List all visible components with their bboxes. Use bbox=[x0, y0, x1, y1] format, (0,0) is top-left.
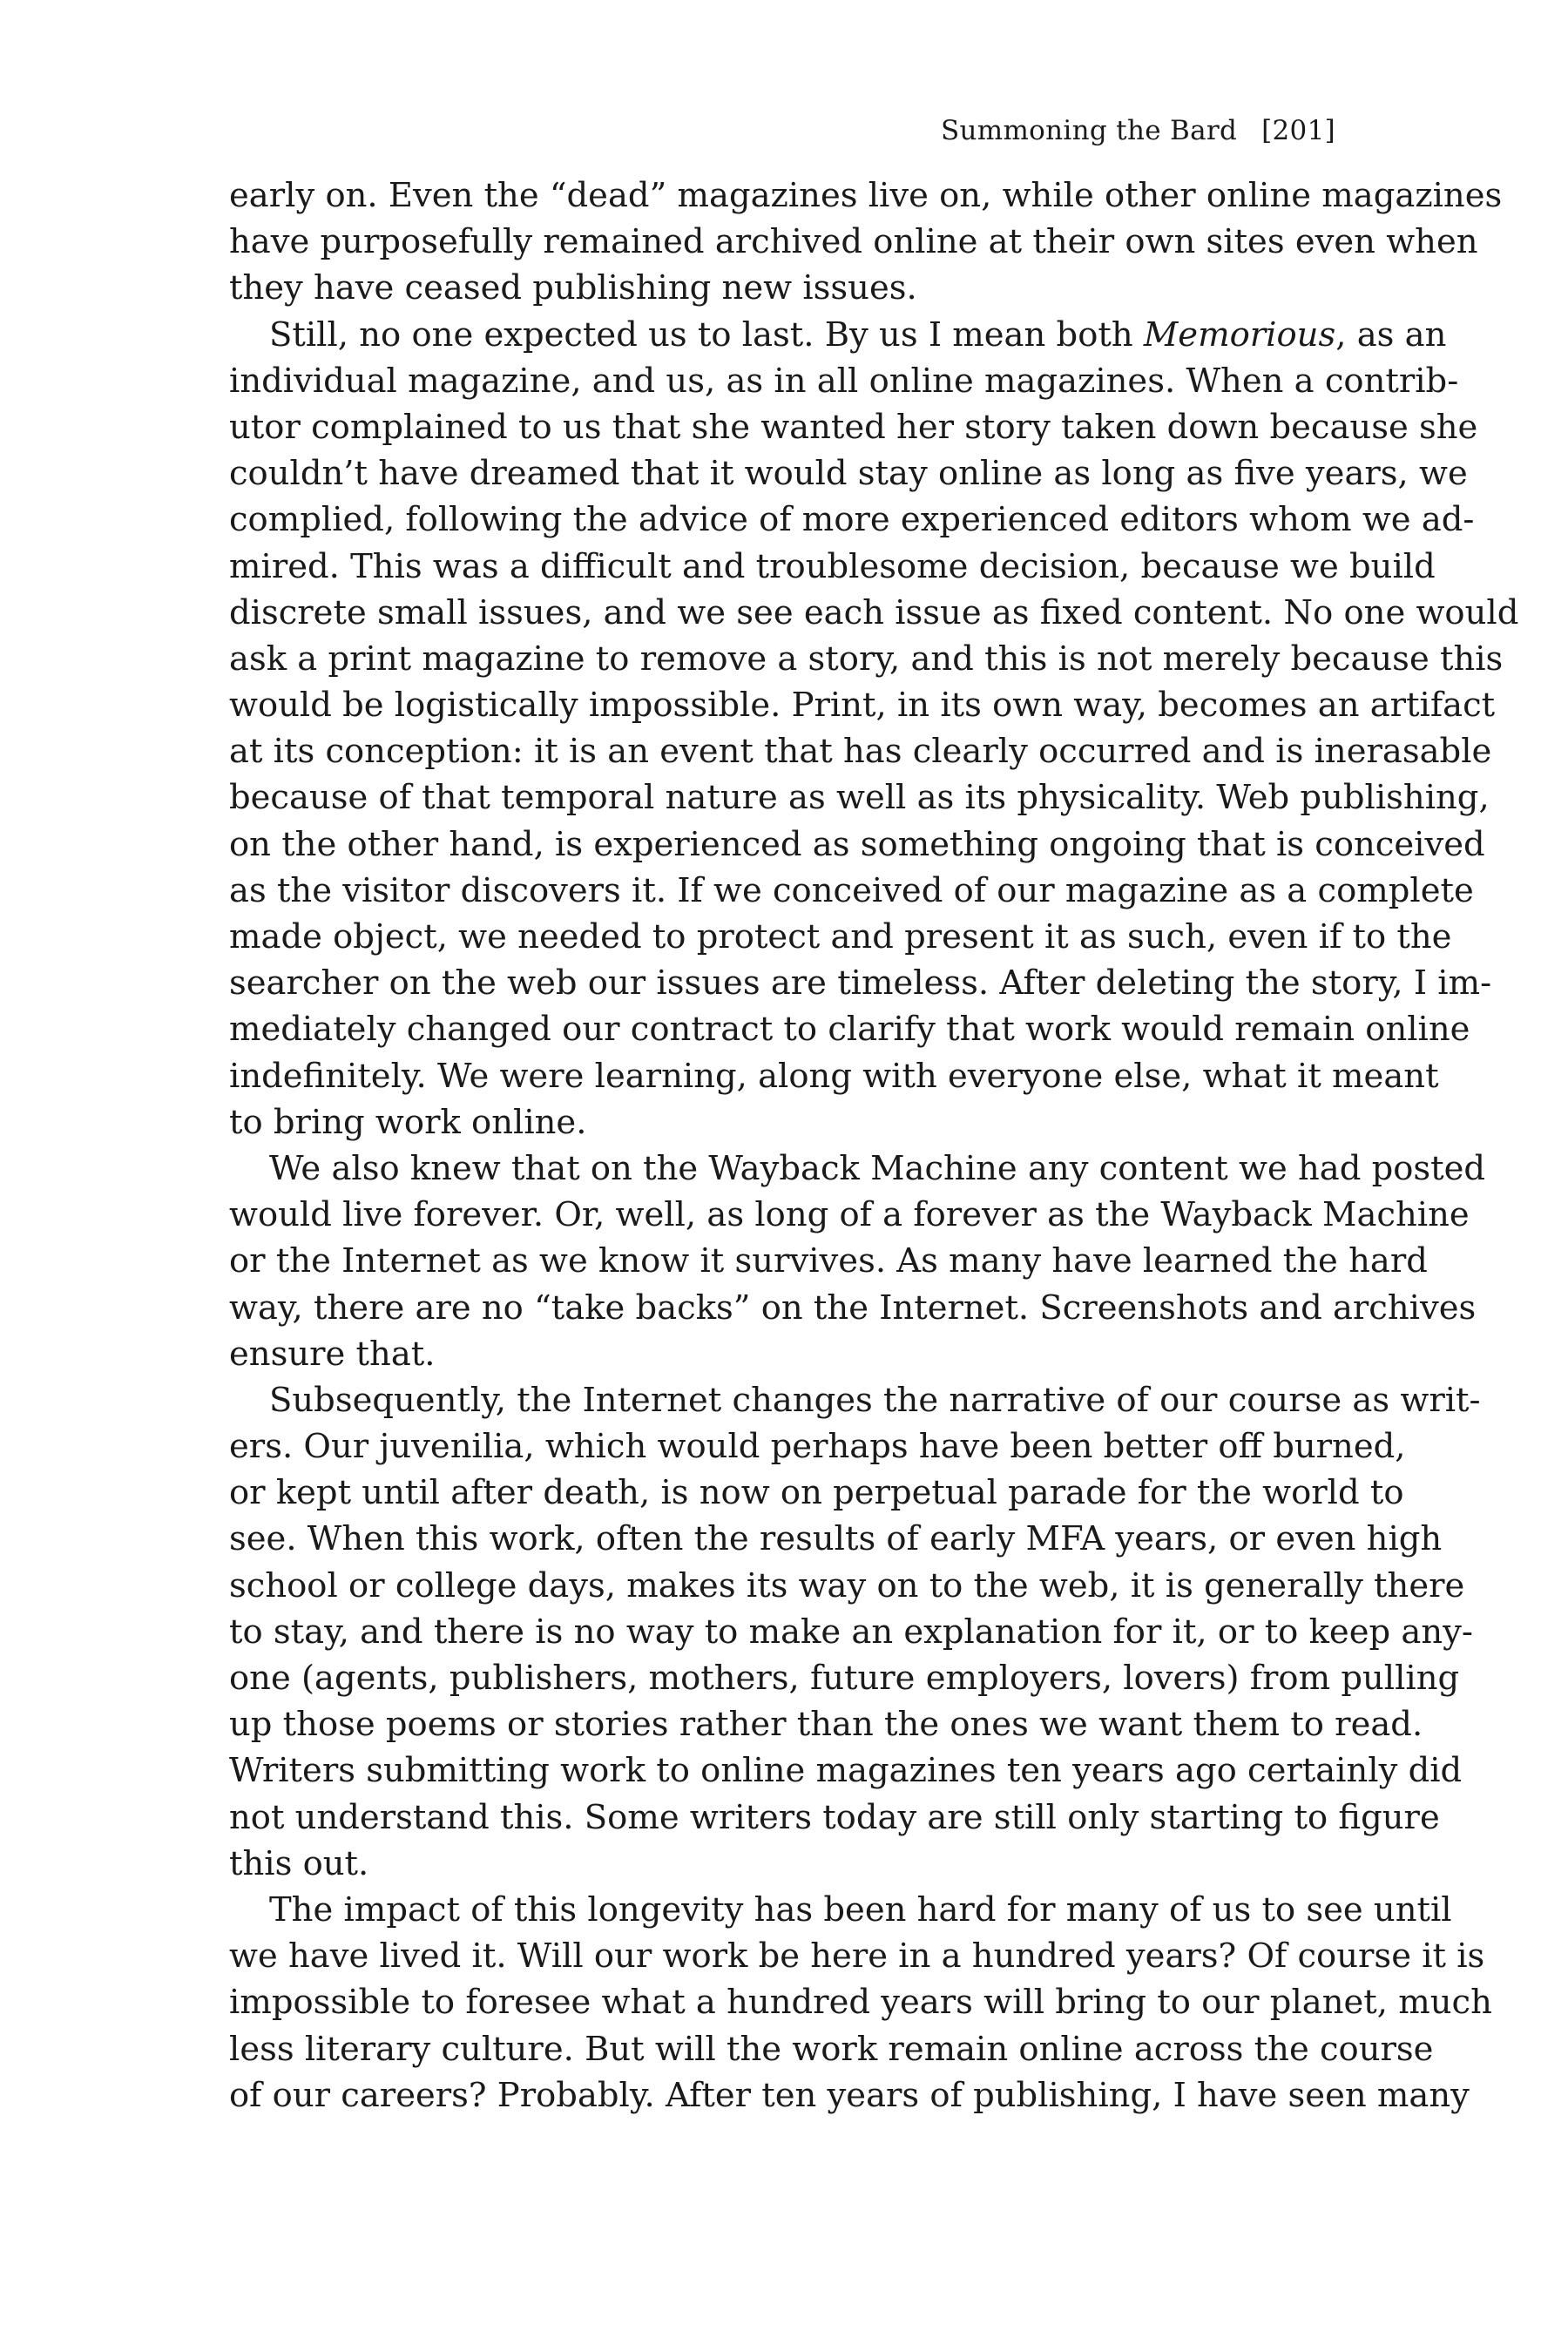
text-line: or kept until after death, is now on perpetual parade for the world to bbox=[229, 1473, 1404, 1513]
text-line: mired. This was a difficult and troublesome decision, because we build bbox=[229, 546, 1436, 586]
text-line: way, there are no “take backs” on the Internet. Screenshots and archives bbox=[229, 1288, 1477, 1328]
text-line: ensure that. bbox=[229, 1334, 436, 1374]
text-line: because of that temporal nature as well as its physicality. Web publishing, bbox=[229, 778, 1490, 818]
text-line: utor complained to us that she wanted her story taken down because she bbox=[229, 407, 1478, 447]
text-line: would live forever. Or, well, as long of a forever as the Wayback Machine bbox=[229, 1195, 1470, 1235]
text-line: have purposefully remained archived online at their own sites even when bbox=[229, 222, 1478, 262]
text-line: as the visitor discovers it. If we conceived of our magazine as a complete bbox=[229, 870, 1474, 910]
text-line: We also knew that on the Wayback Machine any content we had posted bbox=[269, 1148, 1486, 1188]
text-line: Writers submitting work to online magazines ten years ago certainly did bbox=[229, 1751, 1463, 1791]
paragraph bbox=[229, 172, 1503, 312]
text-line: on the other hand, is experienced as something ongoing that is conceived bbox=[229, 824, 1485, 864]
text-line: of our careers? Probably. After ten years of publishing, I have seen many bbox=[229, 2075, 1470, 2115]
text-line: complied, following the advice of more experienced editors whom we ad- bbox=[229, 500, 1475, 540]
paragraph bbox=[229, 1377, 1481, 1887]
text-line: impossible to foresee what a hundred years will bring to our planet, much bbox=[229, 1983, 1492, 2023]
text-line: up those poems or stories rather than the ones we want them to read. bbox=[229, 1705, 1423, 1745]
text-line: Subsequently, the Internet changes the narrative of our course as writ- bbox=[269, 1380, 1481, 1420]
page-number: [201] bbox=[1261, 115, 1335, 146]
text-line: less literary culture. But will the work remain online across the course bbox=[229, 2029, 1434, 2069]
text-line: would be logistically impossible. Print, in its own way, becomes an artifact bbox=[229, 686, 1496, 726]
text-line: this out. bbox=[229, 1843, 369, 1883]
text-line: school or college days, makes its way on to the web, it is generally there bbox=[229, 1565, 1465, 1605]
text-line: Still, no one expected us to last. By us I mean both Memorious, as an bbox=[269, 314, 1447, 355]
text-line: or the Internet as we know it survives. As many have learned the hard bbox=[229, 1241, 1428, 1281]
text-line: to stay, and there is no way to make an explanation for it, or to keep any- bbox=[229, 1612, 1473, 1652]
text-line: to bring work online. bbox=[229, 1102, 587, 1142]
text-line: at its conception: it is an event that has clearly occurred and is inerasable bbox=[229, 732, 1492, 772]
text-line: searcher on the web our issues are timeless. After deleting the story, I im- bbox=[229, 963, 1492, 1004]
text-line: early on. Even the “dead” magazines live on, while other online magazines bbox=[229, 176, 1503, 215]
text-line: couldn’t have dreamed that it would stay online as long as five years, we bbox=[229, 454, 1468, 494]
running-head-title: Summoning the Bard bbox=[940, 115, 1238, 146]
text-line: see. When this work, often the results of early MFA years, or even high bbox=[229, 1519, 1443, 1559]
text-line: not understand this. Some writers today are still only starting to figure bbox=[229, 1797, 1440, 1837]
text-line: they have ceased publishing new issues. bbox=[229, 268, 917, 308]
paragraph bbox=[229, 1887, 1492, 2119]
text-line: mediately changed our contract to clarify that work would remain online bbox=[229, 1010, 1470, 1050]
running-head bbox=[941, 115, 1335, 146]
text-line: one (agents, publishers, mothers, future employers, lovers) from pulling bbox=[229, 1659, 1460, 1698]
text-line: The impact of this longevity has been hard for many of us to see until bbox=[269, 1889, 1452, 1930]
paragraph bbox=[229, 1146, 1486, 1377]
italic-title: Memorious bbox=[1143, 314, 1336, 355]
text-line: made object, we needed to protect and present it as such, even if to the bbox=[229, 917, 1452, 956]
text-line: ask a print magazine to remove a story, and this is not merely because this bbox=[229, 639, 1504, 679]
text-line: ers. Our juvenilia, which would perhaps have been better off burned, bbox=[229, 1427, 1406, 1467]
text-line: individual magazine, and us, as in all online magazines. When a contrib- bbox=[229, 361, 1459, 401]
text-line: indefinitely. We were learning, along with everyone else, what it meant bbox=[229, 1056, 1439, 1096]
text-line: we have lived it. Will our work be here in a hundred years? Of course it is bbox=[229, 1936, 1485, 1977]
body-text bbox=[229, 172, 1519, 2119]
paragraph bbox=[229, 312, 1519, 1146]
text-line: discrete small issues, and we see each issue as fixed content. No one would bbox=[229, 592, 1519, 632]
